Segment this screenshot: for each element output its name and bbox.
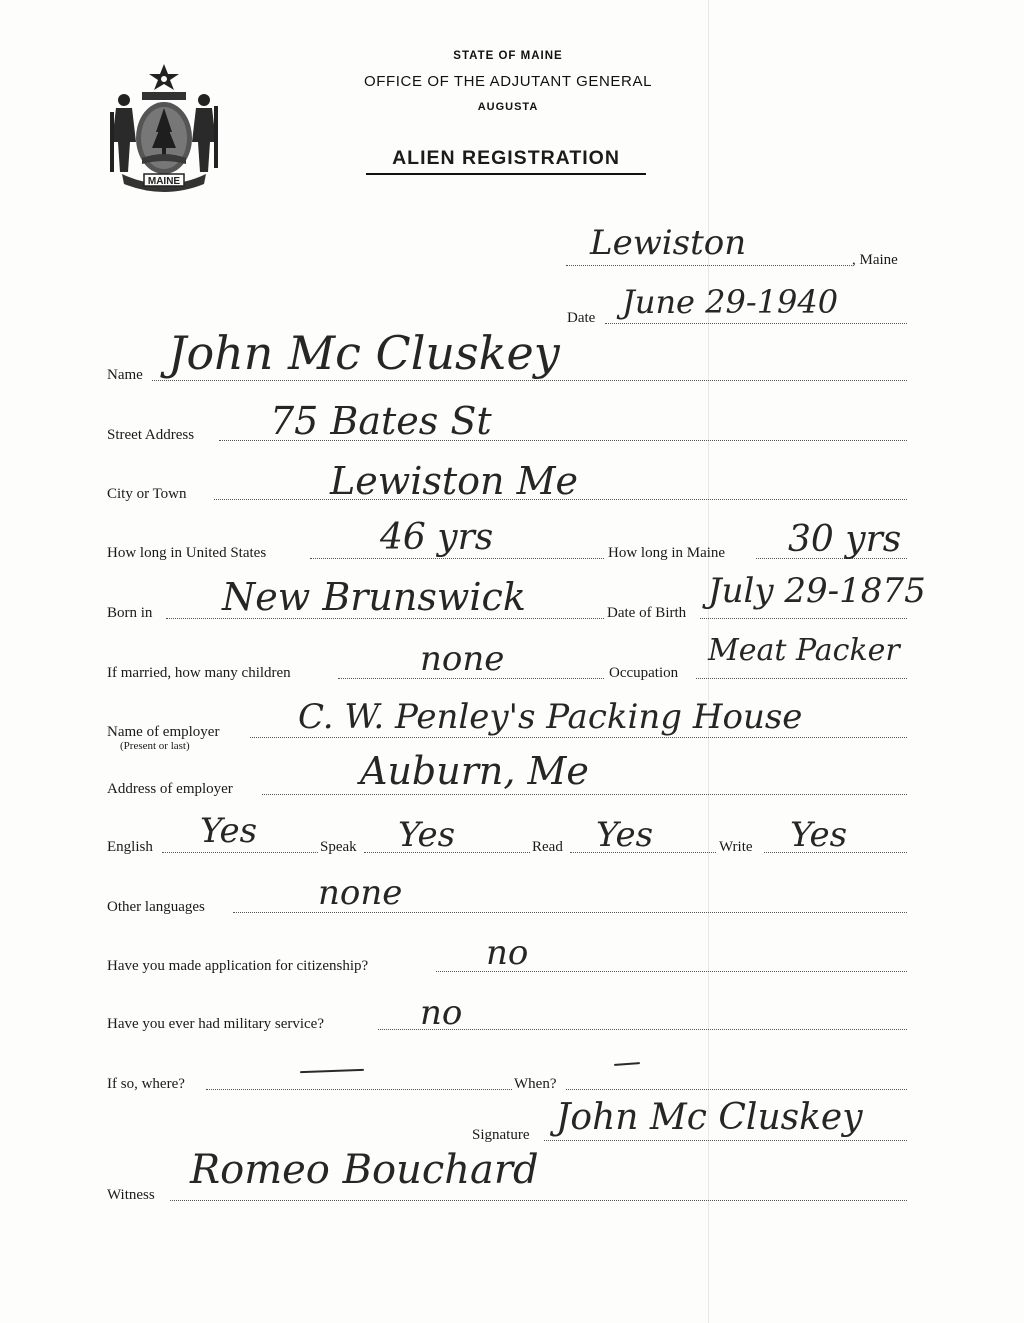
- street-label: Street Address: [107, 427, 195, 443]
- employer-entry: C. W. Penley's Packing House: [298, 697, 803, 737]
- write-entry: Yes: [790, 815, 848, 855]
- form-title: ALIEN REGISTRATION: [392, 147, 620, 169]
- employer-label: Name of employer: [107, 724, 220, 740]
- occupation-entry: Meat Packer: [708, 633, 900, 668]
- read-entry: Yes: [596, 815, 654, 855]
- signature-entry: John Mc Cluskey: [556, 1097, 863, 1138]
- born-in-label: Born in: [107, 605, 153, 621]
- write-label: Write: [719, 839, 753, 855]
- street-entry: 75 Bates St: [270, 399, 492, 443]
- how-long-us-label: How long in United States: [107, 545, 267, 561]
- occupation-line: [696, 678, 907, 679]
- english-line: [162, 852, 318, 853]
- citizenship-label: Have you made application for citizenship?: [107, 958, 369, 974]
- name-entry: John Mc Cluskey: [168, 326, 560, 380]
- header-office: OFFICE OF THE ADJUTANT GENERAL: [363, 73, 653, 90]
- if-so-where-label: If so, where?: [107, 1076, 185, 1092]
- dob-label: Date of Birth: [607, 605, 687, 621]
- city-label: City or Town: [107, 486, 187, 502]
- born-in-entry: New Brunswick: [222, 575, 526, 619]
- english-entry: Yes: [200, 811, 258, 851]
- children-entry: none: [420, 639, 505, 679]
- header-state: STATE OF MAINE: [453, 50, 563, 62]
- town-line: [566, 265, 852, 266]
- citizenship-entry: no: [486, 933, 529, 973]
- title-underline: [366, 173, 646, 175]
- when-label: When?: [514, 1076, 557, 1092]
- city-entry: Lewiston Me: [330, 459, 579, 503]
- other-languages-label: Other languages: [107, 899, 205, 915]
- employer-address-entry: Auburn, Me: [360, 749, 589, 793]
- children-label: If married, how many children: [107, 665, 291, 681]
- name-label: Name: [107, 367, 143, 383]
- witness-label: Witness: [107, 1187, 155, 1203]
- other-languages-entry: none: [318, 873, 403, 913]
- if-so-where-line: [206, 1089, 512, 1090]
- employer-address-label: Address of employer: [107, 781, 233, 797]
- employer-line: [250, 737, 907, 738]
- speak-label: Speak: [320, 839, 357, 855]
- employer-sublabel: (Present or last): [120, 740, 190, 752]
- date-label: Date: [567, 310, 596, 326]
- how-long-us-entry: 46 yrs: [380, 517, 494, 558]
- employer-address-line: [262, 794, 907, 795]
- how-long-us-line: [310, 558, 604, 559]
- witness-line: [170, 1200, 907, 1201]
- date-entry: June 29-1940: [622, 283, 839, 321]
- dob-line: [700, 618, 907, 619]
- when-dash-mark: [614, 1062, 640, 1066]
- header-city: AUGUSTA: [477, 101, 539, 113]
- witness-entry: Romeo Bouchard: [190, 1147, 539, 1193]
- date-line: [605, 323, 907, 324]
- military-label: Have you ever had military service?: [107, 1016, 324, 1032]
- read-label: Read: [532, 839, 563, 855]
- signature-line: [544, 1140, 907, 1141]
- how-long-maine-entry: 30 yrs: [788, 519, 902, 560]
- town-entry: Lewiston: [590, 223, 747, 263]
- occupation-label: Occupation: [609, 665, 679, 681]
- where-dash-mark: [300, 1069, 364, 1073]
- when-line: [566, 1089, 907, 1090]
- name-line: [152, 380, 907, 381]
- english-label: English: [107, 839, 153, 855]
- speak-entry: Yes: [398, 815, 456, 855]
- how-long-maine-label: How long in Maine: [608, 545, 726, 561]
- maine-label: , Maine: [852, 252, 898, 268]
- state-seal-icon: [108, 62, 220, 192]
- signature-label: Signature: [472, 1127, 530, 1143]
- dob-entry: July 29-1875: [708, 571, 926, 611]
- military-entry: no: [420, 993, 463, 1033]
- seal-word: MAINE: [147, 176, 181, 187]
